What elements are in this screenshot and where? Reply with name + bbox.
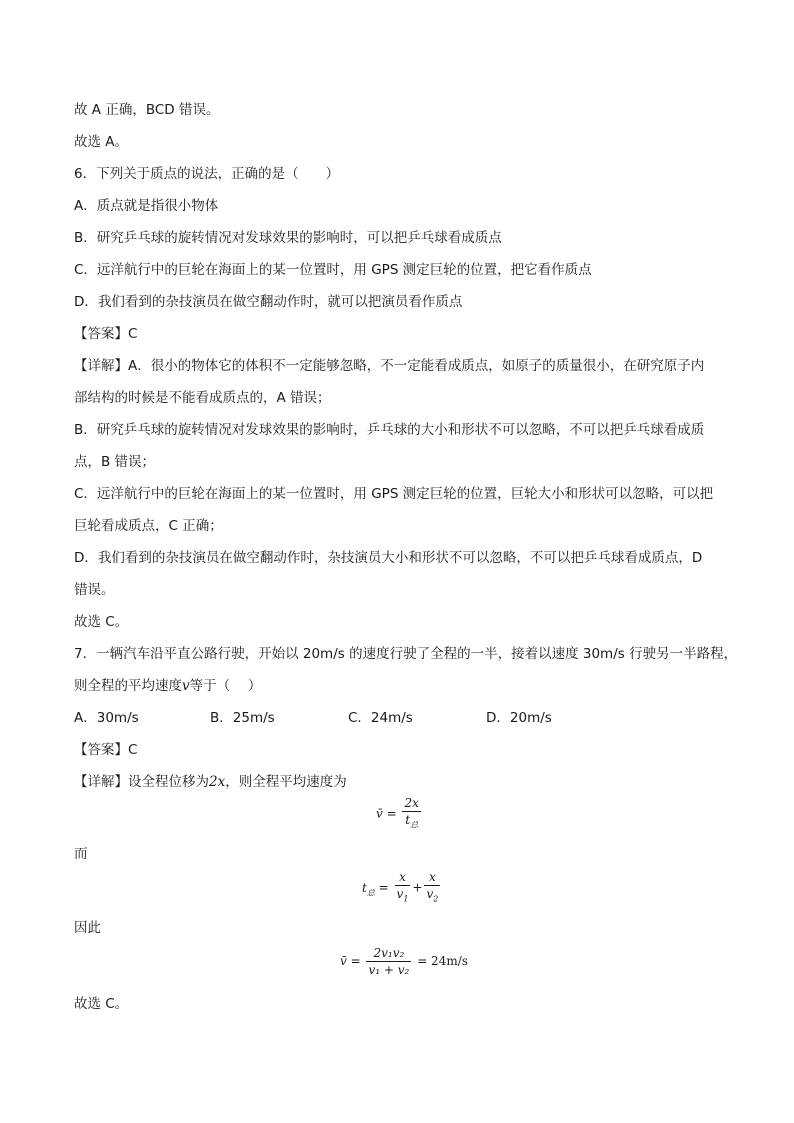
q7-stem-line1: 7．一辆汽车沿平直公路行驶，开始以 20m/s 的速度行驶了全程的一半，接着以速度 30m/s 行驶另一半路程， xyxy=(74,646,738,662)
eq-rhs: = 24m/s xyxy=(417,954,468,968)
q6-answer: 【答案】C xyxy=(74,326,138,342)
q7-choice: 故选 C。 xyxy=(74,996,129,1012)
equals-sign: = xyxy=(378,880,389,895)
q7-stem-line2 xyxy=(74,676,261,696)
fraction-denominator: v₁ + v₂ xyxy=(368,963,410,977)
and-text: 而 xyxy=(74,846,88,862)
equation-average-velocity xyxy=(376,796,423,832)
fraction-numerator: x xyxy=(424,870,440,886)
eq-lhs: v̄ = xyxy=(376,806,397,821)
q7-option-d: D．20m/s xyxy=(486,710,552,726)
q7-stem-text: 则全程的平均速度 xyxy=(74,678,182,694)
q7-detail-intro xyxy=(74,772,347,792)
q6-stem: 6．下列关于质点的说法，正确的是（ ） xyxy=(74,166,340,182)
q7-detail-text: ，则全程平均速度为 xyxy=(225,774,347,790)
fraction xyxy=(366,946,411,977)
q6-detail-line: 部结构的时候是不能看成质点的，A 错误； xyxy=(74,390,331,406)
fraction-denominator: $v_2$ xyxy=(426,887,439,904)
q5-conclusion: 故 A 正确，BCD 错误。 xyxy=(74,102,220,118)
fraction xyxy=(424,870,440,906)
fraction-denominator: $v_1$ xyxy=(396,887,409,904)
q7-option-b: B．25m/s xyxy=(210,710,275,726)
eq-lhs: v̄ = xyxy=(340,954,361,968)
q6-detail-line: D．我们看到的杂技演员在做空翻动作时，杂技演员大小和形状不可以忽略，不可以把乒乓球看成质点，D xyxy=(74,550,703,566)
q7-option-a: A．30m/s xyxy=(74,710,139,726)
displacement-variable: 2x xyxy=(209,774,226,790)
q7-answer: 【答案】C xyxy=(74,742,138,758)
equation-total-time xyxy=(362,870,442,906)
eq-lhs: $t_总$ xyxy=(362,880,375,898)
fraction-numerator: 2x xyxy=(404,796,419,810)
q6-option-d: D．我们看到的杂技演员在做空翻动作时，就可以把演员看作质点 xyxy=(74,294,463,310)
fraction-numerator: x xyxy=(395,870,411,886)
q6-detail-line: 点，B 错误； xyxy=(74,454,156,470)
velocity-variable: v xyxy=(182,678,190,694)
q6-detail-line: C．远洋航行中的巨轮在海面上的某一位置时，用 GPS 测定巨轮的位置，巨轮大小和形状可以忽略，可以把 xyxy=(74,486,714,502)
q7-stem-text: 等于（ ） xyxy=(189,678,262,694)
fraction xyxy=(402,796,420,832)
q6-detail-line: 【详解】A．很小的物体它的体积不一定能够忽略，不一定能看成质点，如原子的质量很小，在研究原子内 xyxy=(74,358,705,374)
therefore-text: 因此 xyxy=(74,920,101,936)
q6-choice: 故选 C。 xyxy=(74,614,129,630)
q6-detail-line: B．研究乒乓球的旋转情况对发球效果的影响时，乒乓球的大小和形状不可以忽略，不可以把乒乓球看成质 xyxy=(74,422,705,438)
q6-option-a: A．质点就是指很小物体 xyxy=(74,198,219,214)
q6-option-c: C．远洋航行中的巨轮在海面上的某一位置时，用 GPS 测定巨轮的位置，把它看作质点 xyxy=(74,262,592,278)
plus-sign: + xyxy=(412,880,423,895)
fraction xyxy=(395,870,411,906)
fraction-numerator: 2v₁v₂ xyxy=(366,946,411,962)
q6-detail-line: 巨轮看成质点，C 正确； xyxy=(74,518,223,534)
q7-option-c: C．24m/s xyxy=(348,710,413,726)
q5-choice: 故选 A。 xyxy=(74,134,129,150)
equation-result xyxy=(340,946,468,977)
q6-option-b: B．研究乒乓球的旋转情况对发球效果的影响时，可以把乒乓球看成质点 xyxy=(74,230,502,246)
q7-detail-text: 【详解】设全程位移为 xyxy=(74,774,209,790)
q6-detail-line: 错误。 xyxy=(74,582,115,598)
fraction-denominator: $t_总$ xyxy=(405,813,419,830)
